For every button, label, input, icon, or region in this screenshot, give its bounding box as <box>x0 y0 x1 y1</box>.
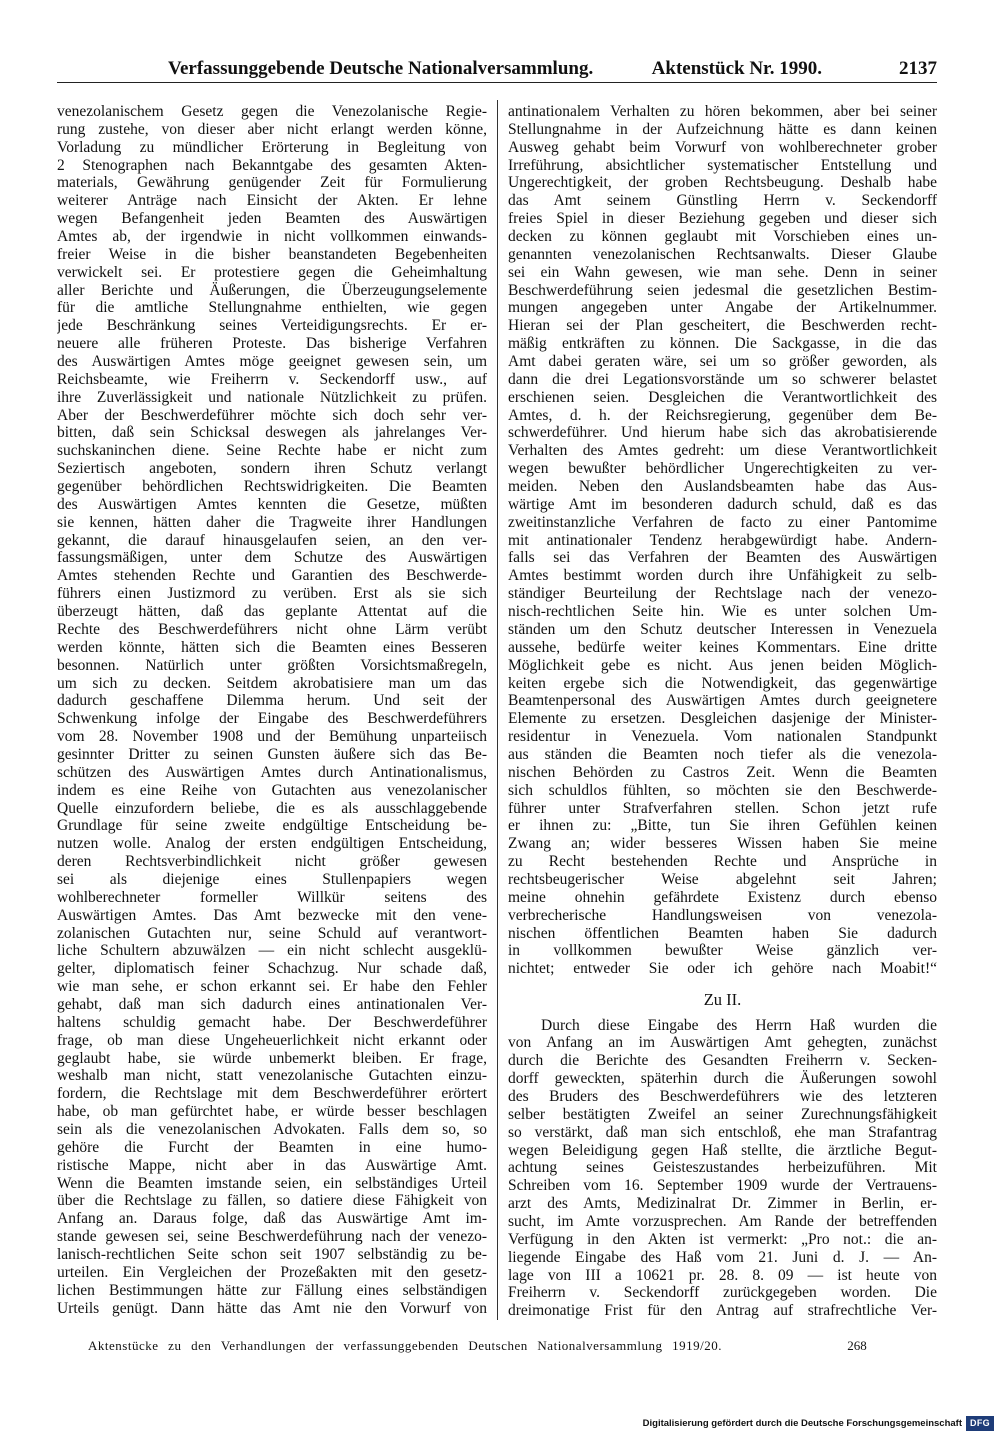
right-column-line: ständiger Beurteilung der Rechtslage nach der venezo- <box>508 585 937 603</box>
right-column-line: Elemente zu ersetzen. Desgleichen dasjenige der Minister- <box>508 710 937 728</box>
right-column-line: zweitinstanzliche Verfahren de facto zu einer Pantomime <box>508 513 937 531</box>
right-column-line: verbrecherische Handlungsweisen von venezola- <box>508 906 937 924</box>
left-column-line: weshalb man nicht, statt venezolanische Gutachten einzu- <box>57 1067 487 1085</box>
right-column-line: Freiherrn v. Seckendorff zurückgegeben worden. Die <box>508 1284 937 1302</box>
left-column-line: aller Berichte und Äußerungen, die Überzeugungselemente <box>57 281 487 299</box>
right-column-line: genannten venezolanischen Rechtsanwalts. Dieser Glaube <box>508 245 937 263</box>
left-column-line: urteilen. Ein Vergleichen der Prozeßakten mit den gesetz- <box>57 1263 487 1281</box>
left-column-line: sein als die venezolanischen Advokaten. Falls dem so, so <box>57 1120 487 1138</box>
left-column-line: wie man sehe, er schon erkannt sei. Er habe den Fehler <box>57 978 487 996</box>
right-column-line: meine ohnehin gefährdete Existenz durch ebenso <box>508 888 937 906</box>
right-column-line: Hieran sei der Plan gescheitert, die Beschwerden recht- <box>508 317 937 335</box>
left-column-line: Quelle einzufordern beliebe, die es als ausschlaggebende <box>57 799 487 817</box>
left-column-line: über die Rechtslage zu fällen, so datiere diese Fähigkeit von <box>57 1192 487 1210</box>
right-column-line: wegen bewußter behördlicher Ungerechtigkeiten zu ver- <box>508 460 937 478</box>
right-column-line: meiden. Neben den Auslandsbeamten habe das Aus- <box>508 478 937 496</box>
left-column-line: gehöre die Furcht der Beamten in eine humo- <box>57 1138 487 1156</box>
right-column-line: arzt des Amts, Medizinalrat Dr. Zimmer in Berlin, er- <box>508 1195 937 1213</box>
right-column-line: aussehe, bedürfe weiter keines Kommentars. Eine dritte <box>508 638 937 656</box>
right-column-line: mit antinationaler Tendenz herabgewürdigt habe. Andern- <box>508 531 937 549</box>
left-column-line: fordern, die Rechtslage mit dem Beschwerdeführer erörtert <box>57 1085 487 1103</box>
left-column-line: Seziertisch angeboten, sondern ihren Schutz verlangt <box>57 460 487 478</box>
right-column-line: erschienen seien. Desgleichen die Verantwortlichkeit des <box>508 388 937 406</box>
right-column-line: Amtes, d. h. der Reichsregierung, gegenüber dem Be- <box>508 406 937 424</box>
right-column-line: durch die Berichte des Gesandten Freiherrn v. Secken- <box>508 1052 937 1070</box>
right-column-line: nisch-rechtlichen Seite hin. Wie es unter solchen Um- <box>508 603 937 621</box>
left-column-line: verwickelt sei. Er protestiere gegen die Geheimhaltung <box>57 263 487 281</box>
right-column-line: zu Recht bestehenden Rechte und Ansprüche in <box>508 853 937 871</box>
right-column-line: Irreführung, absichtlicher systematischer Entstellung und <box>508 156 937 174</box>
right-column-line: decken zu können geglaubt mit Vorschieben eines un- <box>508 228 937 246</box>
column-divider <box>497 100 498 1320</box>
left-column-line: führers einen Justizmord zu verüben. Erst als sie sich <box>57 585 487 603</box>
left-column-line: schützen des Auswärtigen Amtes durch Antinationalismus, <box>57 763 487 781</box>
header-document-number: Aktenstück Nr. 1990. <box>651 58 822 79</box>
left-column-line: neuere alle früheren Proteste. Das bisherige Verfahren <box>57 335 487 353</box>
right-column-line: schwerdeführer. Und hierum habe sich das akrobatisierende <box>508 424 937 442</box>
left-column-line: Aber der Beschwerdeführer möchte sich doch sehr ver- <box>57 406 487 424</box>
right-column-line: Beschwerdeführung seien jedesmal die gesetzlichen Bestim- <box>508 281 937 299</box>
left-column-line: materials, Gewährung genügender Zeit für Formulierung <box>57 174 487 192</box>
digitization-credit: Digitalisierung gefördert durch die Deutsche Forschungsgemeinschaft <box>642 1418 962 1429</box>
right-column-line: sei ein Wahn gewesen, wie man sehe. Denn in seiner <box>508 263 937 281</box>
right-column-line: dorff geweckten, späterhin durch die Äußerungen sowohl <box>508 1070 937 1088</box>
right-column-line: antinationalem Verhalten zu hören bekommen, aber bei seiner <box>508 103 937 120</box>
left-column-line: ristische Mappe, nicht aber in das Auswärtige Amt. <box>57 1156 487 1174</box>
right-column <box>508 103 937 1320</box>
left-column-line: fassungsmäßigen, unter dem Schutze des Auswärtigen <box>57 549 487 567</box>
left-column-line: zolanischen Gutachten nur, seine Schuld auf verantwort- <box>57 924 487 942</box>
left-column-line: Amtes stehenden Rechte und Garantien des Beschwerde- <box>57 567 487 585</box>
left-column-line: venezolanischem Gesetz gegen die Venezolanische Regie- <box>57 103 487 120</box>
left-column-line: deren Rechtsverbindlichkeit nicht größer gewesen <box>57 853 487 871</box>
left-column-line: gehabt, daß man sich dadurch eines antinationalen Ver- <box>57 995 487 1013</box>
right-column-line: Verfügung in den Akten ist vermerkt: „Pro not.: die an- <box>508 1230 937 1248</box>
left-column-line: Vorladung zu mündlicher Erörterung in Begleitung von <box>57 138 487 156</box>
left-column-line: Auswärtigen Amtes. Das Amt bezwecke mit den vene- <box>57 906 487 924</box>
left-column-line: gesinnter Dritter zu seinen Gunsten äußere sich das Be- <box>57 745 487 763</box>
dfg-logo: DFG <box>966 1416 994 1431</box>
left-column-line: jede Beschränkung seines Verteidigungsrechts. Er er- <box>57 317 487 335</box>
left-column-line: suchskaninchen diene. Seine Rechte habe er nicht zum <box>57 442 487 460</box>
right-column-line: dann die drei Legationsvorstände um so schwerer belastet <box>508 370 937 388</box>
left-column-line: Wenn die Beamten imstande seien, ein selbständiges Urteil <box>57 1174 487 1192</box>
left-column-line: ihre Zuverlässigkeit und nationale Nützlichkeit zu prüfen. <box>57 388 487 406</box>
left-column-line: lanisch-rechtlichen Seite schon seit 1907 selbständig zu be- <box>57 1246 487 1263</box>
running-header <box>168 56 822 82</box>
right-column-line: ständen um den Schutz deutscher Interessen in Venezuela <box>508 620 937 638</box>
right-column-line: dreimonatige Frist für den Antrag auf strafrechtliche Ver- <box>508 1302 937 1320</box>
left-column-line: liche Schultern abzuwälzen — ein nicht schlecht ausgeklü- <box>57 942 487 960</box>
right-column-line: Durch diese Eingabe des Herrn Haß wurden die <box>541 1016 937 1034</box>
right-column-line: sucht, im Amte vorzusprechen. Am Rande der betreffenden <box>508 1212 937 1230</box>
right-column-line: Amt dabei geraten wäre, sei um so größer geworden, als <box>508 353 937 371</box>
left-column-line: gelter, diplomatisch feiner Schachzug. Nur schade daß, <box>57 960 487 978</box>
right-column-line: in vollkommen bewußter Weise gänzlich ver- <box>508 942 937 960</box>
right-column-line: sich schuldlos fühlten, so möchten sie den Beschwerde- <box>508 781 937 799</box>
left-column-line: stande gewesen sei, seine Beschwerdeführung nach der venezo- <box>57 1228 487 1246</box>
left-column-line: Reichsbeamte, wie Freiherrn v. Seckendorff usw., auf <box>57 370 487 388</box>
left-column-line: frage, ob man diese Ungeheuerlichkeit nicht erkannt oder <box>57 1031 487 1049</box>
right-column-line: freies Spiel in dieser Beziehung gegeben und dieser sich <box>508 210 937 228</box>
left-column-line: freier Weise in die bisher beanstandeten Begebenheiten <box>57 245 487 263</box>
right-column-line: nichtet; entweder Sie oder ich gehöre nach Moabit!“ <box>508 960 937 978</box>
left-column-line: dadurch geschaffene Dilemma herum. Und seit der <box>57 692 487 710</box>
left-column-line: vom 28. November 1908 und der Bemühung unparteiisch <box>57 728 487 746</box>
left-column-line: des Auswärtigen Amtes möge geeignet gewesen sein, um <box>57 353 487 371</box>
header-rule <box>57 82 937 83</box>
right-column-line: Ungerechtigkeit, der groben Rechtsbeugung. Deshalb habe <box>508 174 937 192</box>
left-column-line: Urteils genügt. Dann hätte das Amt nie den Vorwurf von <box>57 1299 487 1317</box>
right-column-line: Beamtenpersonal des Auswärtigen Amtes durch geeignetere <box>508 692 937 710</box>
right-column-line: falls sei das Verfahren der Beamten des Auswärtigen <box>508 549 937 567</box>
right-column-text-after <box>508 1017 937 1321</box>
left-column-line: für die amtliche Stellungnahme enthielten, wie gegen <box>57 299 487 317</box>
left-column-line: Grundlage für seine zweite endgültige Entscheidung be- <box>57 817 487 835</box>
right-column-line: das Amt seinem Günstling Herrn v. Seckendorff <box>508 192 937 210</box>
left-column-line: Amtes ab, der irgendwie in nicht vollkommen einwands- <box>57 228 487 246</box>
left-column <box>57 103 487 1317</box>
right-column-line: keiten ergebe sich die Notwendigkeit, das gegenwärtige <box>508 674 937 692</box>
right-column-line: achtung seines Geisteszustandes herbeizuführen. Mit <box>508 1159 937 1177</box>
right-column-line: von Anfang an im Auswärtigen Amt gehegten, zunächst <box>508 1034 937 1052</box>
header-title: Verfassunggebende Deutsche Nationalversammlung. <box>168 58 594 79</box>
right-column-line: selber bestätigten Zweifel an seiner Zurechnungsfähigkeit <box>508 1105 937 1123</box>
right-column-line: wärtige Amt im besonderen dadurch schuld, daß es das <box>508 495 937 513</box>
right-column-text-before <box>508 103 937 978</box>
left-column-line: gegenüber behördlichen Rechtswidrigkeiten. Die Beamten <box>57 478 487 496</box>
left-column-line: überzeugt hätten, daß das geplante Attentat auf die <box>57 603 487 621</box>
left-column-line: habe, ob man gefürchtet habe, er würde besser beschlagen <box>57 1103 487 1121</box>
right-column-line: nischen öffentlichen Beamten haben Sie dadurch <box>508 924 937 942</box>
right-column-line: führer unter Strafverfahren stellen. Schon jetzt rufe <box>508 799 937 817</box>
right-column-line: liegende Eingabe des Haß vom 21. Juni d. J. — An- <box>508 1248 937 1266</box>
footer-sheet-number: 268 <box>847 1338 867 1353</box>
section-heading: Zu II. <box>703 990 742 1010</box>
left-column-line: haltens schuldig gemacht habe. Der Beschwerdeführer <box>57 1013 487 1031</box>
right-column-line: nischen Behörden zu Castros Zeit. Wenn die Beamten <box>508 763 937 781</box>
left-column-line: des Auswärtigen Amtes kennten die Gesetze, müßten <box>57 495 487 513</box>
right-column-line: des Bruders des Beschwerdeführers wie des letzteren <box>508 1087 937 1105</box>
right-column-line: Amtes bestimmt worden durch ihre Unfähigkeit zu selb- <box>508 567 937 585</box>
left-column-line: bitten, daß sein Schicksal deswegen als jahrelanges Ver- <box>57 424 487 442</box>
footer-series-title: Aktenstücke zu den Verhandlungen der verfassunggebenden Deutschen Nationalversammlung 1919/20. <box>88 1338 722 1353</box>
right-column-line: Zwang an; wider besseres Wissen haben Sie meine <box>508 835 937 853</box>
left-column-line: Schwenkung infolge der Eingabe des Beschwerdeführers <box>57 710 487 728</box>
right-column-line: residentur in Venezuela. Vom nationalen Standpunkt <box>508 728 937 746</box>
right-column-line: so verstärkt, daß man sich entschloß, ehe man Strafantrag <box>508 1123 937 1141</box>
left-column-line: gekannt, die darauf hinausgelaufen seien, an den ver- <box>57 531 487 549</box>
left-column-line: um sich zu decken. Seitdem akrobatisiere man um das <box>57 674 487 692</box>
right-column-line: aus ständen die Beamten noch tiefer als die venezola- <box>508 745 937 763</box>
right-column-line: rechtsbeugerischer Weise abgelehnt seit Jahren; <box>508 870 937 888</box>
left-column-line: geglaubt habe, sie würde unbemerkt bleiben. Er frage, <box>57 1049 487 1067</box>
page-number: 2137 <box>899 58 937 79</box>
right-column-line: Möglichkeit gebe es nicht. Aus jenen beiden Möglich- <box>508 656 937 674</box>
left-column-line: besonnen. Natürlich unter größten Vorsichtsmaßregeln, <box>57 656 487 674</box>
right-column-line: Schreiben vom 16. September 1909 wurde der Vertrauens- <box>508 1177 937 1195</box>
left-column-line: wohlberechneter formeller Willkür seitens des <box>57 888 487 906</box>
left-column-line: werden könnte, hätten sich die Beamten eines Besseren <box>57 638 487 656</box>
left-column-line: Rechte des Beschwerdeführers nicht ohne Lärm verübt <box>57 620 487 638</box>
right-column-line: wegen Beleidigung gegen Haß stellte, die ärztliche Begut- <box>508 1141 937 1159</box>
left-column-line: indem es eine Reihe von Gutachten aus venezolanischer <box>57 781 487 799</box>
left-column-line: nutzen wolle. Analog der ersten endgültigen Entscheidung, <box>57 835 487 853</box>
left-column-line: lichen Bestimmungen hätte zur Fällung eines selbständigen <box>57 1281 487 1299</box>
left-column-line: wegen Befangenheit jeden Beamten des Auswärtigen <box>57 210 487 228</box>
right-column-line: lage von III a 10621 pr. 28. 8. 09 — ist heute von <box>508 1266 937 1284</box>
left-column-line: weiterer Anträge nach Einsicht der Akten. Er lehne <box>57 192 487 210</box>
right-column-line: mäßig entkräften zu können. Die Sackgasse, in die das <box>508 335 937 353</box>
right-column-line: mungen angegeben unter Angabe der Artikelnummer. <box>508 299 937 317</box>
left-column-line: Anfang an. Daraus folge, daß das Auswärtige Amt im- <box>57 1210 487 1228</box>
left-column-line: 2 Stenographen nach Bekanntgabe des gesamten Akten- <box>57 156 487 174</box>
left-column-line: rung zustehe, von dieser aber nicht erlangt werden könne, <box>57 120 487 138</box>
left-column-line: sie kennen, hätten daher die Tragweite ihrer Handlungen <box>57 513 487 531</box>
right-column-line: Verhalten des Amtes gedreht: um diese Verantwortlichkeit <box>508 442 937 460</box>
right-column-line: er ihnen zu: „Bitte, tun Sie ihren Gefühlen keinen <box>508 817 937 835</box>
right-column-line: Ausweg gehabt beim Vorwurf von wohlberechneter grober <box>508 138 937 156</box>
left-column-line: sei als diejenige eines Stullenpapiers wegen <box>57 870 487 888</box>
right-column-line: Stellungnahme in der Aufzeichnung hätte es dann keinen <box>508 120 937 138</box>
